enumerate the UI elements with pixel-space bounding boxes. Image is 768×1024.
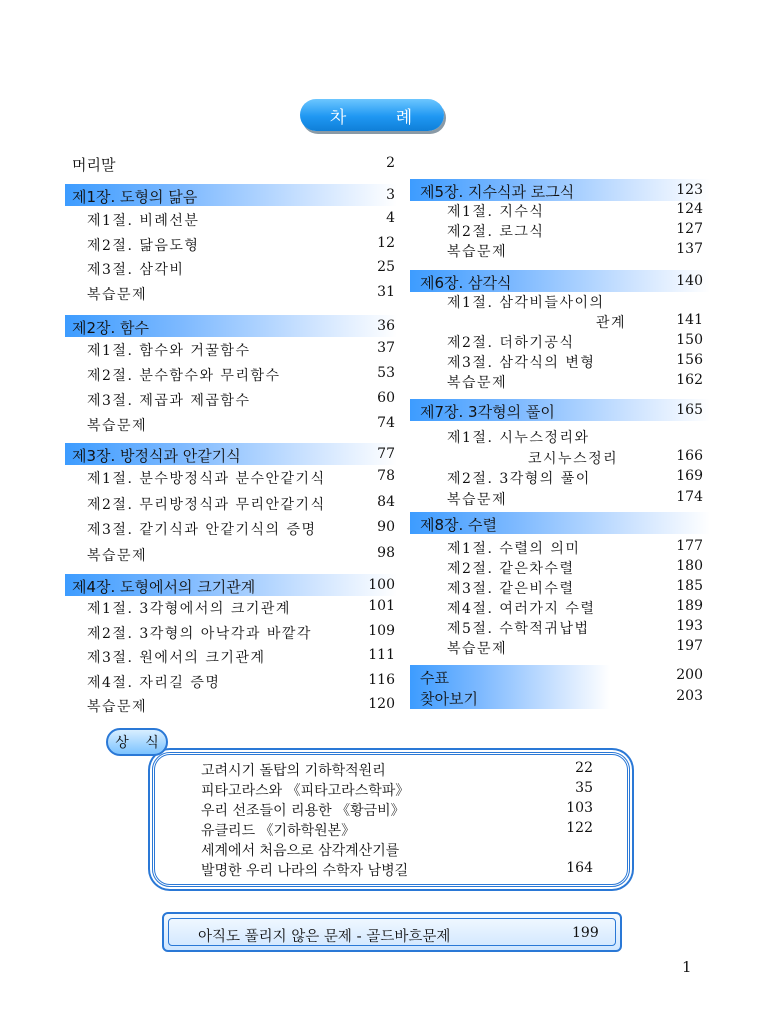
section-label: 제4절. 여러가지 수렬: [447, 601, 596, 617]
section-label: 제2절. 분수함수와 무리함수: [87, 368, 281, 384]
unsolved-problem-label: 아직도 풀리지 않은 문제 - 골드바흐문제: [198, 929, 451, 945]
chapter-title: 제6장. 삼각식: [420, 274, 512, 292]
note-item-page: 103: [566, 800, 593, 816]
section-label: 제1절. 비례선분: [87, 213, 200, 229]
section-page: 53: [377, 365, 395, 381]
section-page: 78: [377, 468, 395, 484]
section-label: 제4절. 자리길 증명: [87, 674, 221, 691]
chapter-title: 제7장. 3각형의 풀이: [420, 403, 555, 421]
chapter-page: 140: [676, 273, 703, 289]
chapter-title: 제2장. 함수: [72, 319, 150, 337]
note-item-label: 우리 선조들이 리용한 《황금비》: [201, 803, 405, 819]
section-page: 124: [676, 201, 703, 217]
chapter-page: 165: [676, 402, 703, 418]
chapter-title: 제4장. 도형에서의 크기관계: [72, 578, 256, 596]
section-page: 90: [377, 519, 395, 535]
chapter-page: 100: [368, 577, 395, 593]
note-item-page: 22: [575, 760, 593, 776]
section-page: 37: [377, 340, 395, 356]
preface-label: 머리말: [72, 156, 116, 174]
notes-label: 상 식: [106, 728, 168, 756]
section-page: 180: [676, 558, 703, 574]
section-page: 166: [676, 447, 703, 464]
chapter-page: 77: [377, 446, 395, 462]
chapter-title: 제3장. 방정식과 안같기식: [72, 447, 241, 465]
section-label: 복습문제: [447, 641, 508, 657]
page-number: 1: [682, 958, 692, 976]
section-label: 제3절. 같은비수렬: [447, 581, 575, 597]
section-page: 177: [676, 538, 703, 554]
note-item-label: 피타고라스와 《피타고라스학파》: [201, 783, 410, 799]
section-page: 141: [676, 312, 703, 328]
section-page: 162: [676, 372, 703, 388]
section-label: 복습문제: [447, 375, 508, 391]
appendix-page-index: 203: [676, 688, 703, 704]
chapter-title: 제8장. 수렬: [420, 516, 498, 534]
section-label: 제1절. 지수식: [447, 204, 545, 220]
section-page: 101: [368, 598, 395, 614]
chapter-page: 36: [377, 318, 395, 334]
section-label: 제1절. 삼각비들사이의: [447, 295, 605, 311]
section-page: 174: [676, 488, 703, 505]
section-label: 제3절. 같기식과 안같기식의 증명: [87, 522, 317, 538]
section-label: 제1절. 수렬의 의미: [447, 541, 581, 557]
section-label: 제3절. 제곱과 제곱함수: [87, 393, 251, 409]
chapter-page: 3: [386, 187, 395, 203]
note-item-label: 유클리드 《기하학원본》: [201, 823, 356, 839]
note-item-label: 고려시기 돌탑의 기하학적원리: [201, 763, 386, 779]
section-label: 제2절. 더하기공식: [447, 335, 575, 351]
note-item-page: 164: [566, 860, 593, 876]
section-label: 코시누스정리: [528, 450, 619, 467]
section-page: 127: [676, 221, 703, 237]
section-label: 제1절. 3각형에서의 크기관계: [87, 601, 291, 617]
section-page: 74: [377, 415, 395, 431]
chapter-title: 제5장. 지수식과 로그식: [420, 183, 575, 201]
section-page: 137: [676, 241, 703, 257]
section-page: 116: [368, 671, 395, 688]
section-label: 관계: [596, 315, 627, 331]
section-page: 60: [377, 390, 395, 406]
section-page: 189: [676, 598, 703, 614]
note-item-label: 세계에서 처음으로 삼각계산기를: [201, 843, 400, 859]
section-page: 193: [676, 618, 703, 634]
section-page: 111: [368, 647, 395, 663]
section-page: 156: [676, 352, 703, 368]
section-label: 복습문제: [87, 286, 148, 303]
section-label: 제3절. 삼각비: [87, 262, 185, 278]
note-item-page: 122: [566, 820, 593, 836]
unsolved-problem-box: [162, 912, 622, 952]
section-page: 84: [377, 493, 395, 510]
section-page: 150: [676, 332, 703, 348]
section-page: 185: [676, 578, 703, 594]
section-label: 복습문제: [447, 244, 508, 260]
section-page: 98: [377, 544, 395, 561]
section-label: 제2절. 닮음도형: [87, 237, 200, 254]
section-label: 제1절. 함수와 거꿀함수: [87, 343, 251, 359]
note-item-page: 35: [575, 780, 593, 796]
section-label: 복습문제: [87, 418, 148, 434]
section-page: 169: [676, 468, 703, 484]
section-label: 제2절. 같은차수렬: [447, 561, 575, 577]
section-label: 복습문제: [87, 699, 148, 715]
section-page: 12: [377, 234, 395, 251]
appendix-page-tables: 200: [676, 667, 703, 683]
section-page: 120: [368, 696, 395, 712]
section-label: 제5절. 수학적귀납법: [447, 621, 590, 637]
section-label: 제1절. 분수방정식과 분수안같기식: [87, 471, 326, 487]
section-page: 197: [676, 638, 703, 654]
appendix-item-index: 찾아보기: [420, 690, 478, 708]
section-label: 복습문제: [447, 491, 508, 508]
section-label: 제2절. 로그식: [447, 224, 545, 240]
section-label: 제1절. 시누스정리와: [447, 430, 590, 446]
section-label: 제3절. 원에서의 크기관계: [87, 650, 266, 666]
section-label: 제2절. 3각형의 풀이: [447, 471, 591, 487]
section-page: 31: [377, 283, 395, 300]
chapter-page: 123: [676, 182, 703, 198]
section-page: 25: [377, 259, 395, 275]
preface-page: 2: [386, 155, 395, 171]
section-label: 제2절. 무리방정식과 무리안같기식: [87, 496, 326, 513]
section-label: 복습문제: [87, 547, 148, 564]
section-page: 4: [386, 210, 395, 226]
chapter-title: 제1장. 도형의 닮음: [72, 188, 198, 206]
section-label: 제3절. 삼각식의 변형: [447, 355, 596, 371]
section-label: 제2절. 3각형의 아낙각과 바깥각: [87, 625, 312, 642]
appendix-item-tables: 수표: [420, 669, 449, 687]
section-page: 109: [368, 622, 395, 639]
toc-title: 차 례: [300, 99, 444, 131]
unsolved-problem-page: 199: [572, 925, 599, 941]
note-item-label: 발명한 우리 나라의 수학자 남병길: [201, 863, 409, 879]
